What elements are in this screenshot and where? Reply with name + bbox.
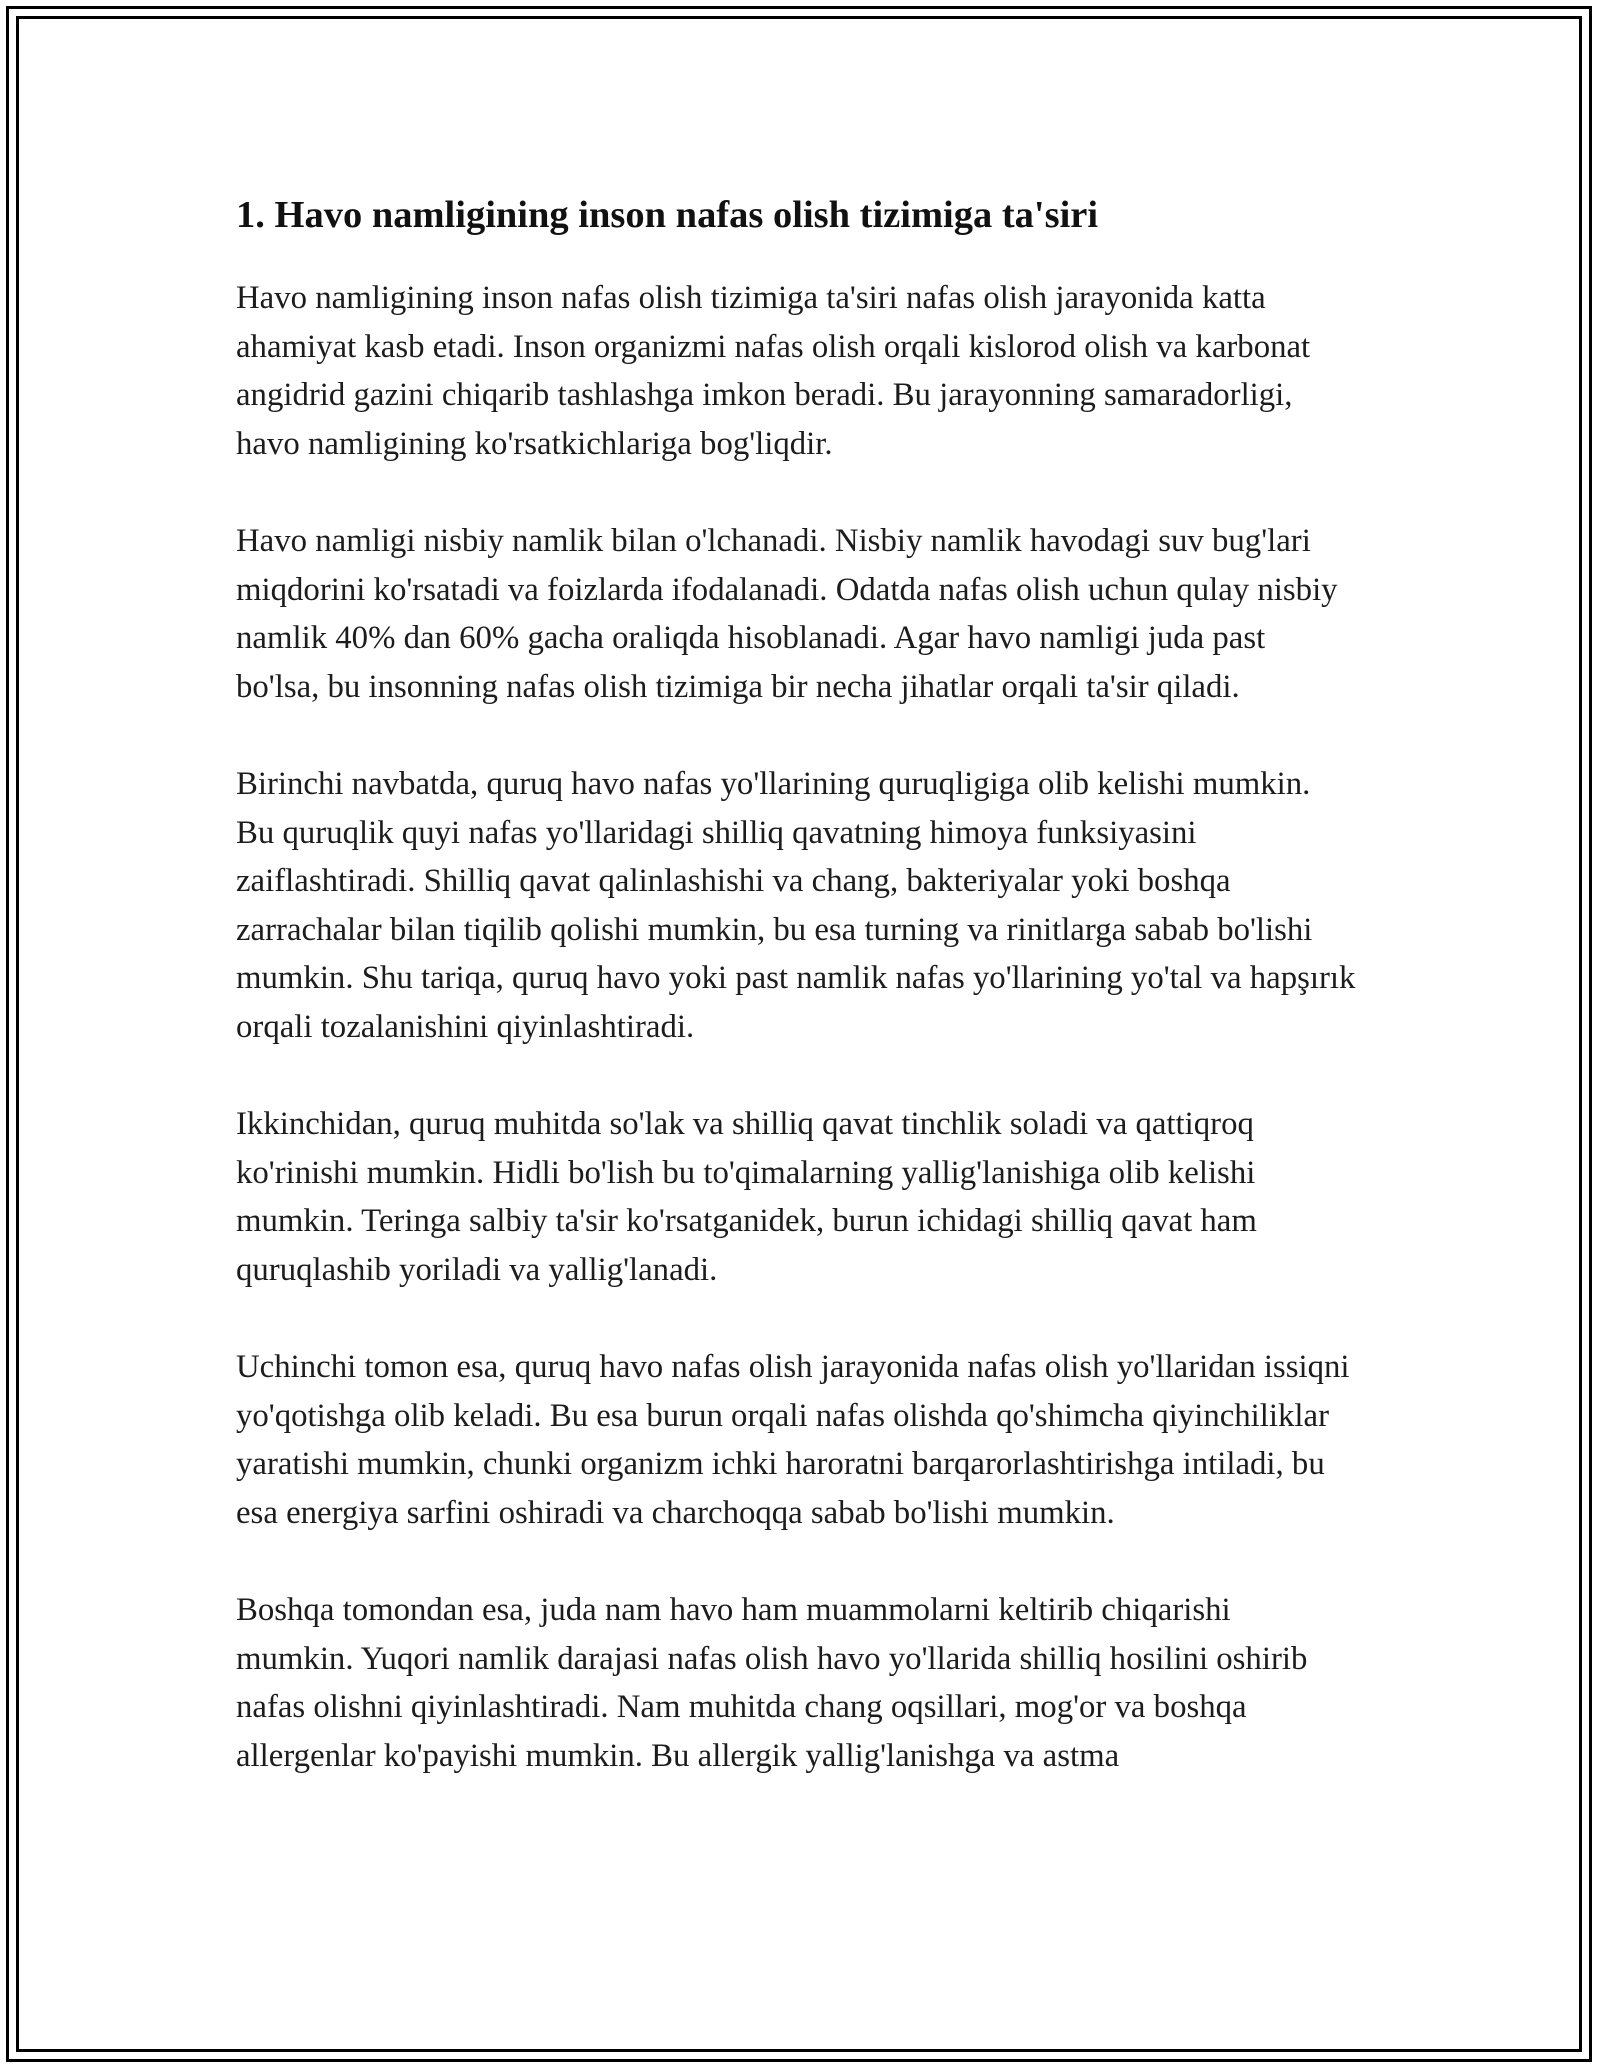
paragraph-intro: Havo namligining inson nafas olish tizimiga ta'siri nafas olish jarayonida katta ahamiyat kasb etadi. Inson organizmi nafas olish orqali kislorod olish va karbonat angidrid gazini chiqarib tashlashga imkon beradi. Bu jarayonning samaradorligi, havo namligining ko'rsatkichlariga bog'liqdir.	[236, 280, 1311, 462]
paragraph-second-effect: Ikkinchidan, quruq muhitda so'lak va shilliq qavat tinchlik soladi va qattiqroq ko'rinishi mumkin. Hidli bo'lish bu to'qimalarning yallig'lanishiga olib kelishi mumkin. Teringa salbiy ta'sir ko'rsatganidek, burun ichidagi shilliq qavat ham quruqlashib yoriladi va yallig'lanadi.	[236, 1106, 1257, 1288]
paragraph-relative-humidity: Havo namligi nisbiy namlik bilan o'lchanadi. Nisbiy namlik havodagi suv bug'lari miqdorini ko'rsatadi va foizlarda ifodalanadi. Odatda nafas olish uchun qulay nisbiy namlik 40% dan 60% gacha oraliqda hisoblanadi. Agar havo namligi juda past bo'lsa, bu insonning nafas olish tizimiga bir necha jihatlar orqali ta'sir qiladi.	[236, 522, 1338, 705]
paragraph-high-humidity: Boshqa tomondan esa, juda nam havo ham muammolarni keltirib chiqarishi mumkin. Yuqori namlik darajasi nafas olish havo yo'llarida shilliq hosilini oshirib nafas olishni qiyinlashtiradi. Nam muhitda chang oqsillari, mog'or va boshqa allergenlar ko'payishi mumkin. Bu allergik yallig'lanishga va astma	[236, 1592, 1308, 1774]
document-body	[236, 180, 1356, 1780]
paragraph-first-effect: Birinchi navbatda, quruq havo nafas yo'llarining quruqligiga olib kelishi mumkin. Bu quruqlik quyi nafas yo'llaridagi shilliq qavatning himoya funksiyasini zaiflashtiradi. Shilliq qavat qalinlashishi va chang, bakteriyalar yoki boshqa zarrachalar bilan tiqilib qolishi mumkin, bu esa turning va rinitlarga sabab bo'lishi mumkin. Shu tariqa, quruq havo yoki past namlik nafas yo'llarining yo'tal va hapşırık orqali tozalanishini qiyinlashtiradi.	[236, 765, 1356, 1045]
paragraph-third-effect: Uchinchi tomon esa, quruq havo nafas olish jarayonida nafas olish yo'llaridan issiqni yo'qotishga olib keladi. Bu esa burun orqali nafas olishda qo'shimcha qiyinchiliklar yaratishi mumkin, chunki organizm ichki haroratni barqarorlashtirishga intiladi, bu esa energiya sarfini oshiradi va charchoqqa sabab bo'lishi mumkin.	[236, 1349, 1350, 1531]
section-heading: 1. Havo namligining inson nafas olish tizimiga ta'siri	[236, 194, 1099, 236]
